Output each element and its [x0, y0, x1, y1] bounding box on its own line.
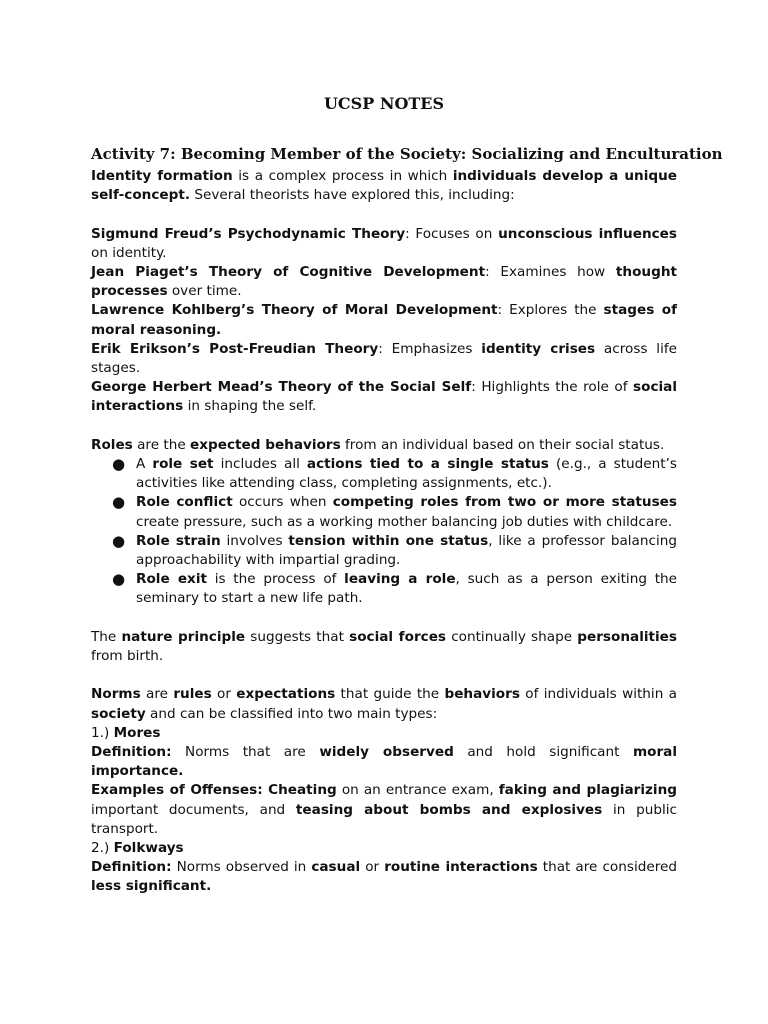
list-item: ● Role exit is the process of leaving a role, such as a person exiting the seminary to start a new life path. — [112, 570, 677, 607]
list-item: ● Role conflict occurs when competing roles from two or more statuses create pressure, such as a working mother balancing job duties with childcare. — [112, 493, 677, 530]
folkways-heading: 2.) Folkways — [91, 840, 184, 857]
theorist-piaget: Jean Piaget’s Theory of Cognitive Development: Examines how thought processes over time. — [91, 264, 677, 300]
nature-paragraph: The nature principle suggests that social forces continually shape personalities from birth. — [91, 628, 677, 665]
theorist-freud: Sigmund Freud’s Psychodynamic Theory: Focuses on unconscious influences on identity. — [91, 225, 677, 261]
intro-term: Identity formation — [91, 168, 233, 184]
theorist-mead: George Herbert Mead’s Theory of the Social Self: Highlights the role of social interactions in shaping the self. — [91, 379, 677, 415]
theorist-kohlberg: Lawrence Kohlberg’s Theory of Moral Development: Explores the stages of moral reasoning. — [91, 302, 677, 338]
bullet-icon: ● — [112, 570, 126, 589]
mores-examples: Examples of Offenses: Cheating on an entrance exam, faking and plagiarizing important documents, and teasing about bombs and explosives in public transport. — [91, 782, 678, 837]
mores-definition: Definition: Norms that are widely observed and hold significant moral importance. — [91, 744, 678, 780]
folkways-definition: Definition: Norms observed in casual or routine interactions that are considered less significant. — [91, 859, 677, 895]
roles-paragraph: Roles are the expected behaviors from an individual based on their social status. — [91, 436, 665, 453]
intro-paragraph: Identity formation is a complex process in which individuals develop a unique self-concept. Several theorists have explored this, including: — [91, 168, 678, 204]
theorist-erikson: Erik Erikson’s Post-Freudian Theory: Emphasizes identity crises across life stages. — [91, 340, 677, 377]
bullet-icon: ● — [112, 493, 126, 512]
activity-heading: Activity 7: Becoming Member of the Society: Socializing and Enculturation — [91, 145, 723, 163]
norms-paragraph: Norms are rules or expectations that guide the behaviors of individuals within a society and can be classified into two main types: — [91, 686, 677, 722]
bullet-icon: ● — [112, 531, 126, 550]
mores-heading: 1.) Mores — [91, 724, 161, 741]
bullet-icon: ● — [112, 455, 126, 474]
roles-list — [91, 455, 677, 609]
document-body — [91, 167, 677, 897]
page-title: UCSP NOTES — [323, 94, 445, 113]
list-item: ● A role set includes all actions tied to a single status (e.g., a student’s activities like attending class, completing assignments, etc.). — [112, 455, 678, 492]
list-item: ● Role strain involves tension within one status, like a professor balancing approachability with impartial grading. — [112, 531, 678, 569]
